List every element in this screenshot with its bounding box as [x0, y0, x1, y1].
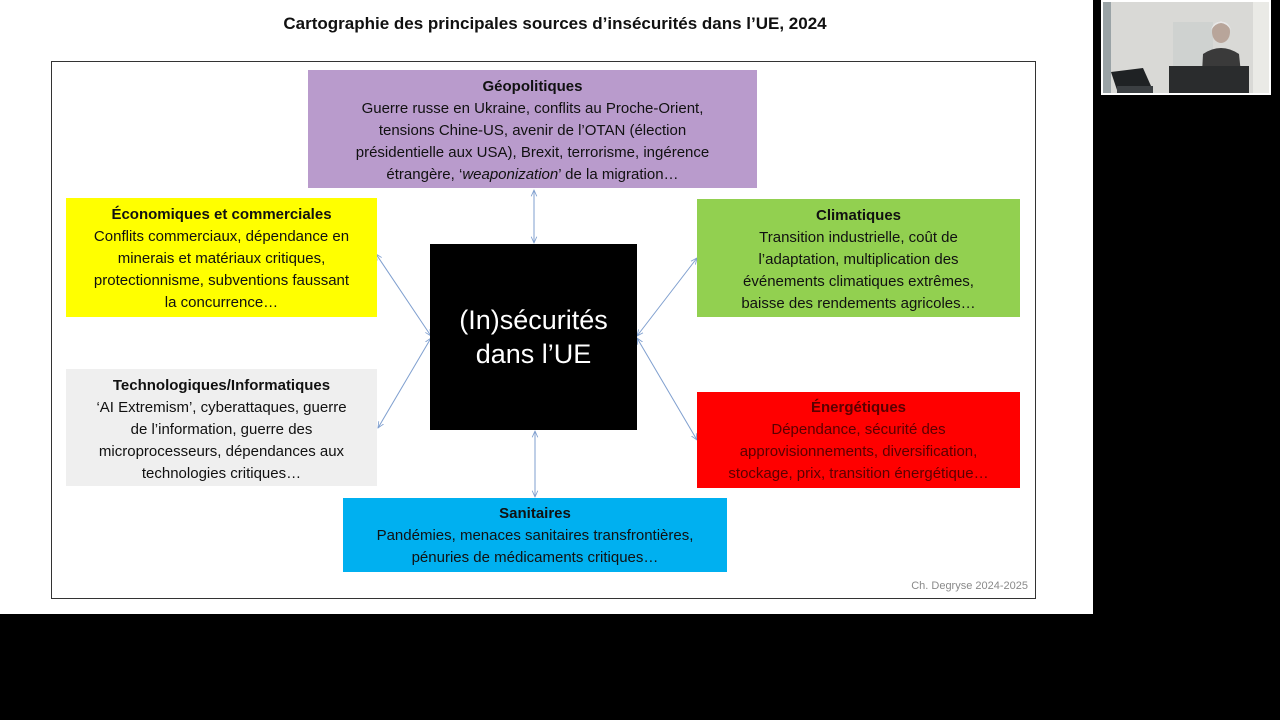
box-text: ‘AI Extremism’, cyberattaques, guerre de l’information, guerre des microprocesseurs, dépendances aux technologies critiques… — [96, 399, 347, 482]
box-text: Conflits commerciaux, dépendance en minerais et matériaux critiques, protectionnisme, subventions faussant la concurrence… — [93, 228, 350, 311]
box-technologiques — [66, 369, 377, 486]
box-heading: Sanitaires — [499, 505, 571, 522]
box-energetiques — [697, 392, 1020, 488]
box-heading: Climatiques — [815, 207, 902, 224]
box-text: Pandémies, menaces sanitaires transfrontières, pénuries de médicaments critiques… — [376, 527, 694, 566]
box-geopolitiques — [308, 70, 757, 188]
box-heading: Géopolitiques — [482, 78, 583, 95]
slide-credit: Ch. Degryse 2024-2025 — [911, 580, 1028, 592]
box-text — [308, 98, 757, 186]
speaker-video-icon — [1103, 2, 1269, 93]
box-text: Dépendance, sécurité des approvisionnements, diversification, stockage, prix, transition énergétique… — [728, 421, 989, 482]
speaker-webcam-thumbnail — [1101, 0, 1271, 95]
center-line-1: (In)sécurités — [459, 305, 608, 335]
center-line-2: dans l’UE — [475, 339, 592, 369]
box-heading: Technologiques/Informatiques — [112, 377, 331, 394]
box-heading: Énergétiques — [810, 399, 907, 416]
box-text: Transition industrielle, coût de l’adaptation, multiplication des événements climatiques extrêmes, baisse des rendements agricoles… — [741, 229, 976, 312]
slide-title: Cartographie des principales sources d’insécurités dans l’UE, 2024 — [283, 14, 827, 33]
box-economiques — [66, 198, 377, 317]
box-sanitaires — [343, 498, 727, 572]
box-climatiques — [697, 199, 1020, 317]
box-text-part: ’ de la migration… — [558, 166, 679, 183]
box-heading: Économiques et commerciales — [111, 206, 332, 223]
box-text-italic: weaponization — [462, 166, 559, 183]
center-node — [430, 244, 637, 430]
box-text-part: Guerre russe en Ukraine, conflits au Proche-Orient, tensions Chine-US, avenir de l’OTAN (élection présidentielle aux USA), Brexit, terrorisme, ingérence étrangère, ‘ — [355, 100, 710, 183]
